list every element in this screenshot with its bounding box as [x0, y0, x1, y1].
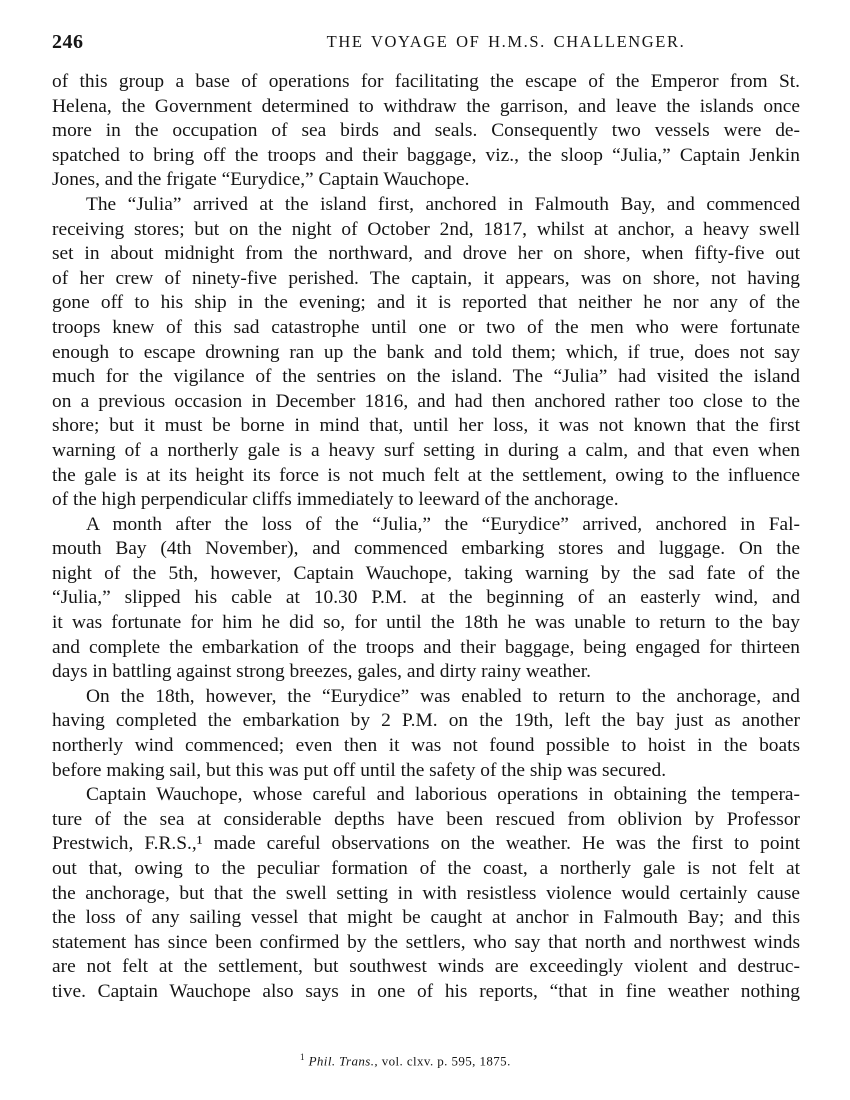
text-line: shore; but it must be borne in mind that, until her loss, it was not known that the first — [52, 415, 800, 437]
footnote-marker: 1 — [300, 1052, 305, 1062]
running-title: THE VOYAGE OF H.M.S. CHALLENGER. — [326, 32, 686, 51]
text-line: mouth Bay (4th November), and commenced embarking stores and luggage. On the — [52, 538, 800, 560]
text-line: enough to escape drowning ran up the bank and told them; which, if true, does not say — [52, 341, 800, 363]
text-line: before making sail, but this was put off until the safety of the ship was secured. — [52, 759, 667, 781]
text-line: night of the 5th, however, Captain Wauchope, taking warning by the sad fate of the — [52, 562, 800, 584]
text-line: and complete the embarkation of the troops and their baggage, being engaged for thirteen — [52, 636, 800, 658]
text-line: of this group a base of operations for facilitating the escape of the Emperor from St. — [52, 71, 800, 92]
footnote-source: Phil. Trans., — [308, 1053, 379, 1069]
footnote — [300, 1052, 511, 1069]
text-line: tive. Captain Wauchope also says in one of his reports, “that in fine weather nothing — [52, 980, 800, 1002]
text-line: spatched to bring off the troops and their baggage, viz., the sloop “Julia,” Captain Jenkin — [52, 144, 800, 166]
text-line: out that, owing to the peculiar formation of the coast, a northerly gale is not felt at — [52, 858, 800, 879]
text-line: receiving stores; but on the night of October 2nd, 1817, whilst at anchor, a heavy swell — [52, 218, 800, 240]
text-line: northerly wind commenced; even then it was not found possible to hoist in the boats — [52, 735, 800, 757]
text-line: set in about midnight from the northward, and drove her on shore, when fifty-five out — [52, 243, 800, 265]
text-line: statement has since been confirmed by the settlers, who say that north and northwest winds — [52, 931, 800, 953]
text-line: the anchorage, but that the swell setting in with resistless violence would certainly cause — [52, 882, 800, 904]
text-line: on a previous occasion in December 1816, and had then anchored rather too close to the — [52, 390, 800, 412]
text-line: more in the occupation of sea birds and seals. Consequently two vessels were de- — [52, 120, 800, 142]
text-line: much for the vigilance of the sentries on the island. The “Julia” had visited the island — [52, 366, 800, 388]
text-line: “Julia,” slipped his cable at 10.30 P.M. at the beginning of an easterly wind, and — [52, 587, 800, 609]
text-line: having completed the embarkation by 2 P.M. on the 19th, left the bay just as another — [52, 710, 800, 732]
text-line: of her crew of ninety-five perished. The captain, it appears, was on shore, not having — [52, 267, 800, 289]
paragraph-first-line: Captain Wauchope, whose careful and laborious operations in obtaining the tempera- — [86, 784, 800, 806]
text-line: of the high perpendicular cliffs immediately to leeward of the anchorage. — [52, 489, 619, 511]
text-line: it was fortunate for him he did so, for until the 18th he was unable to return to the bay — [52, 612, 800, 634]
footnote-details: vol. clxv. p. 595, 1875. — [381, 1053, 511, 1069]
text-line: warning of a northerly gale is a heavy surf setting in during a calm, and that even when — [52, 439, 800, 461]
text-line: Prestwich, F.R.S.,¹ made careful observations on the weather. He was the first to point — [52, 833, 800, 855]
text-line: the gale is at its height its force is not much felt at the settlement, owing to the influence — [52, 464, 800, 486]
text-line: are not felt at the settlement, but southwest winds are exceedingly violent and destruc- — [52, 956, 800, 978]
text-line: Jones, and the frigate “Eurydice,” Captain Wauchope. — [52, 169, 470, 191]
page-header — [52, 28, 800, 58]
paragraph-first-line: On the 18th, however, the “Eurydice” was enabled to return to the anchorage, and — [86, 685, 800, 707]
paragraph-first-line: A month after the loss of the “Julia,” the “Eurydice” arrived, anchored in Fal- — [86, 513, 800, 535]
body-text — [52, 70, 800, 1005]
paragraph-first-line: The “Julia” arrived at the island first, anchored in Falmouth Bay, and commenced — [86, 193, 800, 215]
text-line: Helena, the Government determined to withdraw the garrison, and leave the islands once — [52, 95, 800, 117]
text-line: days in battling against strong breezes, gales, and dirty rainy weather. — [52, 661, 592, 683]
text-line: troops knew of this sad catastrophe until one or two of the men who were fortunate — [52, 316, 800, 338]
page-number: 246 — [52, 31, 84, 53]
text-line: gone off to his ship in the evening; and it is reported that neither he nor any of the — [52, 292, 800, 314]
text-line: ture of the sea at considerable depths have been rescued from oblivion by Professor — [52, 808, 800, 830]
text-line: the loss of any sailing vessel that might be caught at anchor in Falmouth Bay; and this — [52, 907, 800, 929]
